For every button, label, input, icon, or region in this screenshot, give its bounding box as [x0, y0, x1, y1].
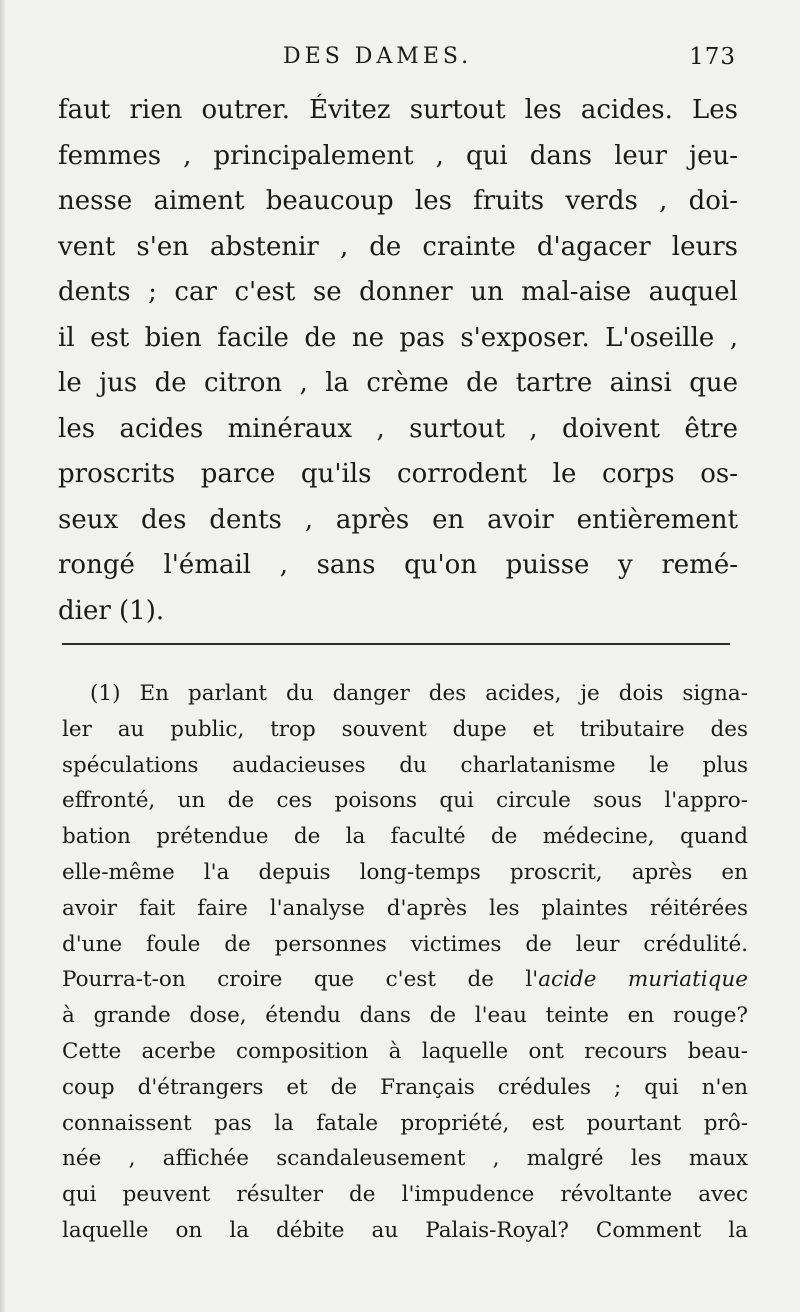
footnote-line: avoir fait faire l'analyse d'après les plaintes réitérées	[62, 895, 748, 921]
text-line: le jus de citron , la crème de tartre ainsi que	[58, 368, 738, 398]
text-line: faut rien outrer. Évitez surtout les acides. Les	[58, 95, 738, 125]
text-line: seux des dents , après en avoir entièrement	[58, 504, 738, 535]
footnote-line: effronté, un de ces poisons qui circule sous l'appro-	[62, 788, 748, 814]
text-line: dier (1).	[58, 595, 165, 626]
text-line: femmes , principalement , qui dans leur jeu-	[58, 140, 738, 171]
footnote-line: coup d'étrangers et de Français crédules ; qui n'en	[62, 1074, 748, 1100]
page-edge-shadow	[0, 0, 6, 1312]
footnote-line: connaissent pas la fatale propriété, est pourtant prô-	[62, 1110, 748, 1136]
page-number: 173	[689, 44, 736, 70]
text-line: il est bien facile de ne pas s'exposer. L'oseille ,	[58, 322, 738, 353]
footnote-line-text: Pourra-t-on croire que c'est de l'	[62, 967, 539, 993]
running-head	[0, 44, 800, 78]
footnote-separator	[62, 643, 730, 645]
footnote-line: ler au public, trop souvent dupe et tributaire des	[62, 716, 748, 742]
footnote-line: elle-même l'a depuis long-temps proscrit, après en	[62, 859, 748, 885]
footnote-line: née , affichée scandaleusement , malgré les maux	[62, 1146, 748, 1172]
footnote	[62, 676, 748, 1249]
footnote-line: d'une foule de personnes victimes de leur crédulité.	[62, 931, 748, 957]
main-text	[58, 88, 738, 634]
footnote-line: spéculations audacieuses du charlatanisme le plus	[62, 752, 748, 778]
running-title: DES DAMES.	[283, 44, 473, 69]
footnote-line: à grande dose, étendu dans de l'eau teinte en rouge?	[62, 1003, 748, 1029]
text-line: nesse aiment beaucoup les fruits verds , doi-	[58, 186, 738, 216]
footnote-line: Cette acerbe composition à laquelle ont recours beau-	[62, 1038, 748, 1064]
footnote-line: qui peuvent résulter de l'impudence révoltante avec	[62, 1182, 748, 1208]
text-line: proscrits parce qu'ils corrodent le corps os-	[58, 459, 738, 489]
footnote-line: (1) En parlant du danger des acides, je dois signa-	[90, 681, 748, 706]
text-line: les acides minéraux , surtout , doivent être	[58, 413, 738, 444]
footnote-line: laquelle on la débite au Palais-Royal? Comment la	[62, 1217, 748, 1243]
text-line: rongé l'émail , sans qu'on puisse y remé-	[58, 550, 738, 580]
footnote-italic-term: acide muriatique	[538, 967, 748, 993]
text-line: dents ; car c'est se donner un mal-aise auquel	[58, 277, 738, 307]
text-line: vent s'en abstenir , de crainte d'agacer leurs	[58, 231, 738, 262]
footnote-line: bation prétendue de la faculté de médecine, quand	[62, 824, 748, 850]
footnote-line	[62, 962, 748, 998]
